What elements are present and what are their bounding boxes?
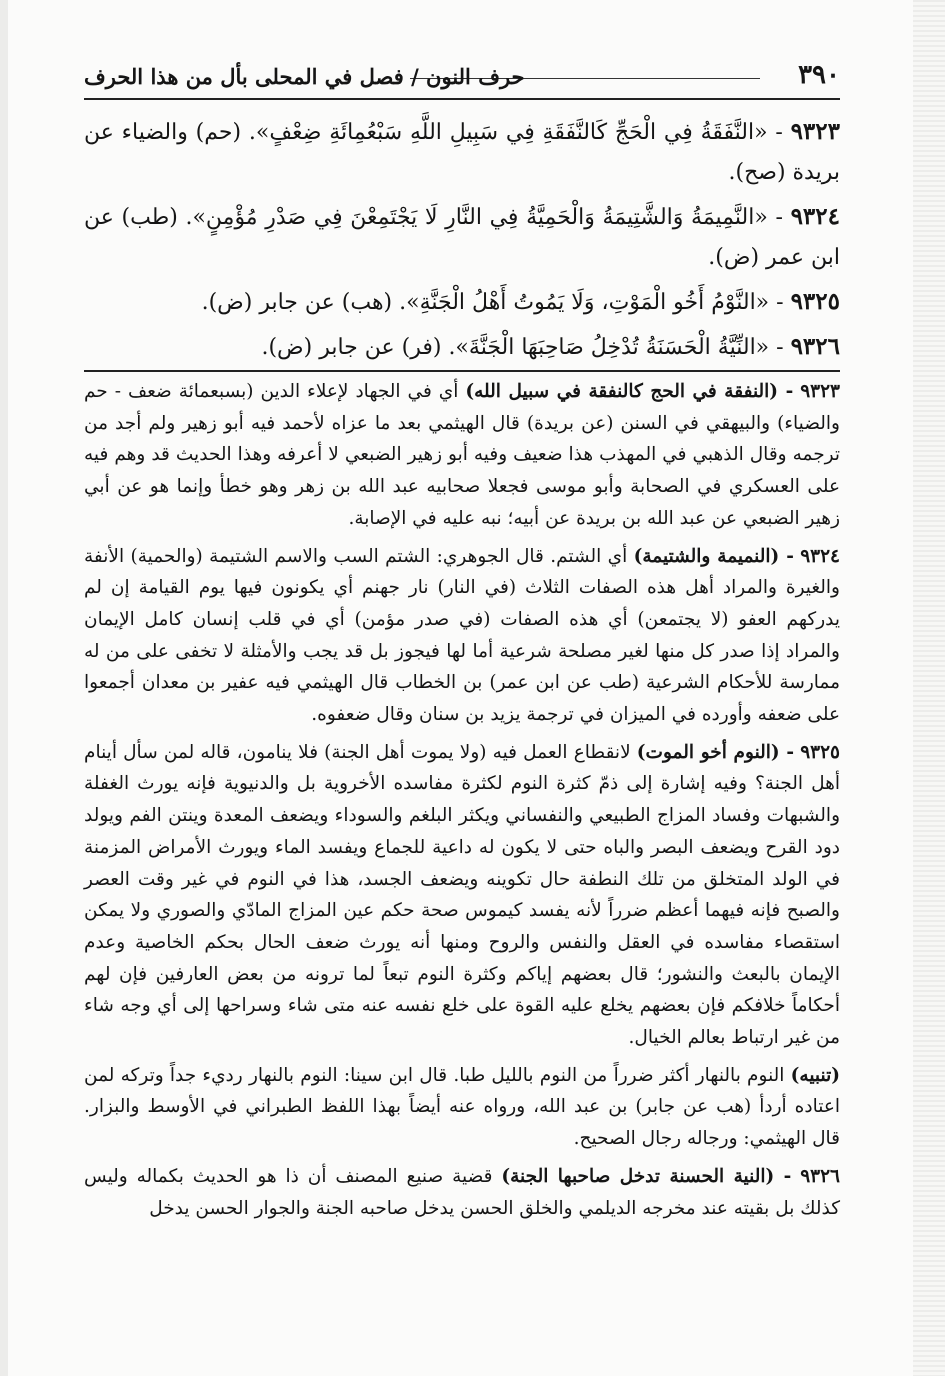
commentary-lead: - (النوم أخو الموت)	[636, 741, 795, 763]
hadith-entry	[84, 197, 840, 278]
hadith-text-section	[84, 112, 840, 372]
hadith-text: - «النَّوْمُ أَخُو الْمَوْتِ، وَلَا يَمُوتُ أَهْلُ الْجَنَّةِ». (هب) عن جابر (ض).	[201, 290, 784, 315]
section-divider	[84, 370, 840, 372]
commentary-text: قضية صنيع المصنف أن ذا هو الحديث بكماله وليس كذلك بل بقيته عند مخرجه الديلمي والخلق الحسن يدخل صاحبه الجنة والجوار الحسن يدخل	[84, 1165, 840, 1219]
commentary-number: ٩٣٢٥	[800, 741, 840, 763]
hadith-number: ٩٣٢٤	[790, 203, 840, 230]
running-header	[84, 58, 840, 100]
commentary-lead: - (النية الحسنة تدخل صاحبها الجنة)	[501, 1165, 792, 1187]
hadith-entry	[84, 327, 840, 368]
hadith-text: - «النَّفَقَةُ فِي الْحَجِّ كَالنَّفَقَةِ فِي سَبِيلِ اللَّهِ سَبْعُمِائَةِ ضِعْفٍ». (حم) والضياء عن بريدة (صح).	[84, 120, 840, 185]
commentary-paragraph	[84, 1161, 840, 1224]
note-lead: (تنبيه)	[790, 1064, 840, 1086]
hadith-entry	[84, 112, 840, 193]
commentary-lead: - (النميمة والشتيمة)	[633, 545, 794, 567]
page-number: ٣٩٠	[798, 60, 840, 90]
commentary-paragraph	[84, 376, 840, 535]
hadith-entry	[84, 282, 840, 323]
hadith-number: ٩٣٢٥	[790, 288, 840, 315]
commentary-number: ٩٣٢٤	[800, 545, 840, 567]
hadith-number: ٩٣٢٣	[790, 118, 840, 145]
hadith-number: ٩٣٢٦	[790, 333, 840, 360]
commentary-paragraph	[84, 737, 840, 1054]
commentary-section	[84, 376, 840, 1230]
commentary-text: النوم بالنهار أكثر ضرراً من النوم بالليل طبا. قال ابن سينا: النوم بالنهار رديء جداً وتركه لمن اعتاده أردأ (هب عن جابر) بن عبد الله، ورواه عنه أيضاً بهذا اللفظ الطبراني في الأوسط والبزار. قال الهيثمي: ورجاله رجال الصحيح.	[84, 1064, 840, 1150]
hadith-text: - «النَّمِيمَةُ وَالشَّتِيمَةُ وَالْحَمِيَّةُ فِي النَّارِ لَا يَجْتَمِعْنَ فِي صَدْرِ مُؤْمِنٍ». (طب) عن ابن عمر (ض).	[84, 205, 840, 270]
commentary-lead: - (النفقة في الحج كالنفقة في سبيل الله)	[465, 381, 794, 402]
hadith-text: - «النِّيَّةُ الْحَسَنَةُ تُدْخِلُ صَاحِبَهَا الْجَنَّةَ». (فر) عن جابر (ض).	[261, 335, 784, 360]
commentary-paragraph	[84, 541, 840, 731]
commentary-text: أي في الجهاد لإعلاء الدين (بسبعمائة ضعف - حم والضياء) والبيهقي في السنن (عن بريدة) قال الهيثمي بعد ما عزاه لأحمد فيه أبو زهير ولم أجد من ترجمه وقال الذهبي في المهذب هذا ضعيف وفيه أبو زهير الضبعي لا أعرفه وهذا الحديث قد وهم فيه على العسكري في الصحابة وأبو موسى فجعلا صحابيه عبد الله بن زهر وهو خطأ وإنما هو عن أبي زهير الضبعي عن عبد الله بن بريدة عن أبيه؛ نبه عليه في الإصابة.	[84, 381, 840, 529]
page-title: حرف النون / فصل في المحلى بأل من هذا الحرف	[84, 64, 525, 89]
page-edge-right	[913, 0, 945, 1376]
commentary-text: أي الشتم. قال الجوهري: الشتم السب والاسم الشتيمة (والحمية) الأنفة والغيرة والمراد أهل هذه الصفات الثلاث (في النار) نار جهنم أي يكونون فيها يوم القيامة إن لم يدركهم العفو (لا يجتمعن) أي هذه الصفات (في صدر مؤمن) أي في قلب إنسان كامل الإيمان والمراد إذا صدر كل منها لغير مصلحة شرعية أما لها فيجوز بل قد يجب والأمثلة لا تخفى على من له ممارسة للأحكام الشرعية (طب عن ابن عمر) بن الخطاب قال الهيثمي فيه عفير بن معدان أجمعوا على ضعفه وأورده في الميزان في ترجمة يزيد بن سنان وقال ضعفوه.	[84, 545, 840, 726]
commentary-number: ٩٣٢٦	[800, 1165, 840, 1187]
commentary-number: ٩٣٢٣	[800, 381, 840, 402]
commentary-text: لانقطاع العمل فيه (ولا يموت أهل الجنة) فلا ينامون، قاله لمن سأل أينام أهل الجنة؟ وفيه إشارة إلى ذمّ كثرة النوم لكثرة مفاسده الأخروية بل والدنيوية فإنه يورث الغفلة والشبهات وفساد المزاج الطبيعي والنفساني ويكثر البلغم والسوداء ويضعف المعدة وينتن الفم ويولد دود القرح ويضعف البصر والباه حتى لا يكون له داعية للجماع ويفسد الماء ويورث الأمراض المزمنة في الولد المتخلق من تلك النطفة حال تكوينه ويضعف الجسد، هذا في النوم في غير وقت العصر والصبح فإنه فيهما أعظم ضرراً لأنه يفسد كيموس صحة حكم عين المزاج المادّي والصوري ولا يمكن استقصاء مفاسده في العقل والنفس والروح ومنها أنه يورث ضعف الحال بحكم الخاصية وعدم الإيمان بالبعث والنشور؛ قال بعضهم إياكم وكثرة النوم تبعاً لما ترونه من بعض العارفين فإن لهم أحكاماً خلافكم فإن بعضهم يخلع عليه القوة على خلع نفسه عنه متى شاء وسراحها إلى أي وجه شاء من غير ارتباط بعالم الخيال.	[84, 741, 840, 1049]
page-edge-left	[0, 0, 8, 1376]
commentary-paragraph	[84, 1060, 840, 1155]
